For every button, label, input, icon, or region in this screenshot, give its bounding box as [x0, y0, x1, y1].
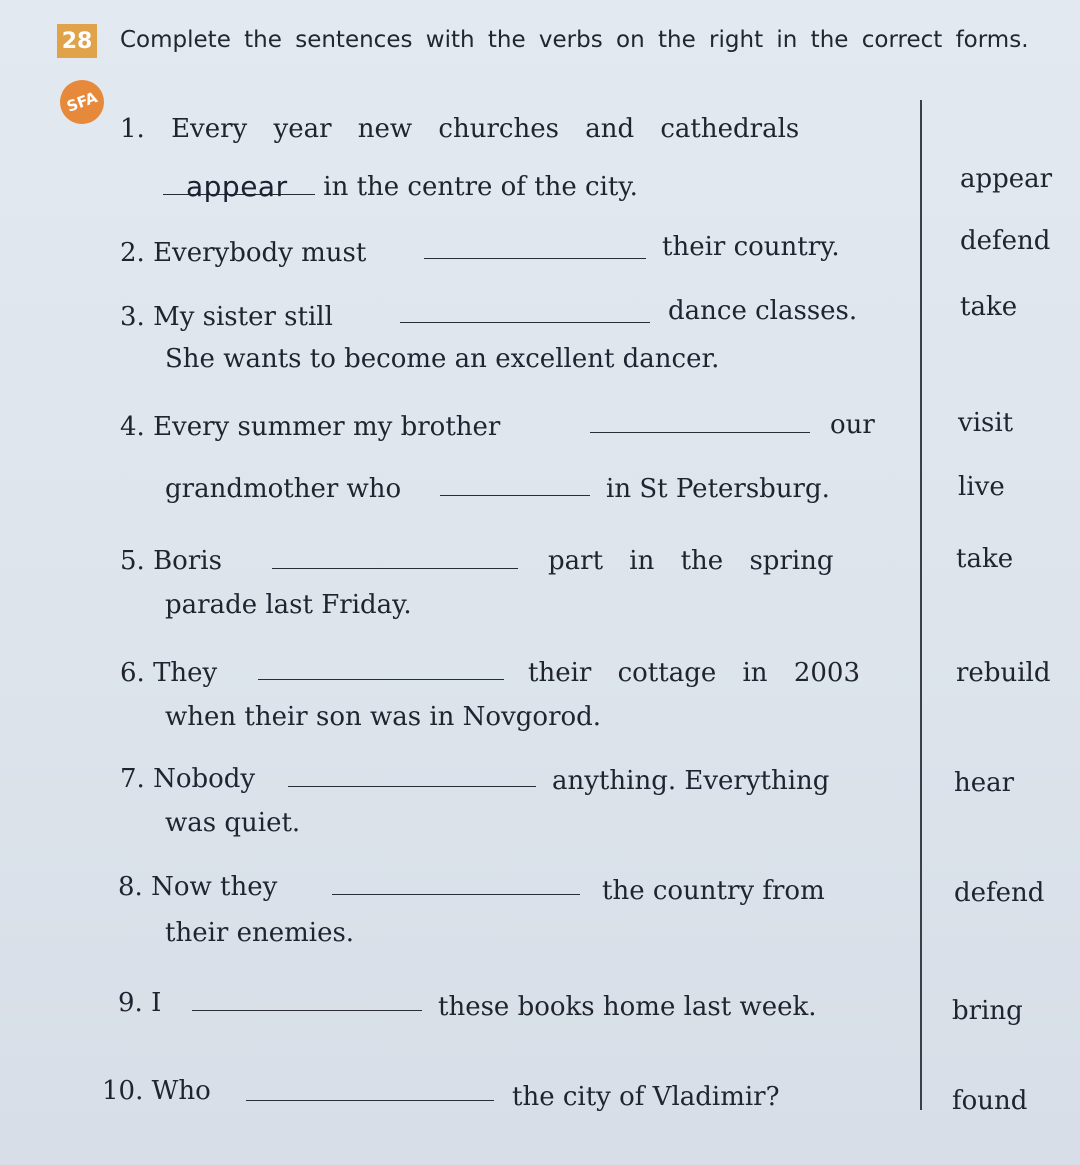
verb-take-2: take [956, 544, 1014, 574]
sentence-7-line-1: 7. Nobody [120, 764, 256, 794]
sentence-9-end: these books home last week. [438, 992, 817, 1022]
sentence-2-end: their country. [662, 232, 840, 262]
verb-visit: visit [958, 408, 1014, 438]
sentence-6-line-2: when their son was in Novgorod. [165, 702, 602, 732]
sentence-3-line-2: She wants to become an excellent dancer. [165, 344, 720, 374]
sentence-5-line-1: 5. Boris [120, 546, 222, 576]
sentence-7-line-2: was quiet. [165, 808, 301, 838]
answer-blank[interactable] [400, 300, 650, 323]
sentence-4-line-1: 4. Every summer my brother [120, 412, 501, 442]
answer-blank[interactable] [332, 872, 580, 895]
answer-blank[interactable] [440, 473, 590, 496]
sentence-8-end: the country from [602, 876, 825, 906]
verb-found: found [952, 1086, 1028, 1116]
sentence-1-line-2: in the centre of the city. [163, 170, 638, 204]
sentence-6-line-1: 6. They [120, 658, 218, 688]
verb-defend: defend [960, 226, 1051, 256]
answer-blank[interactable] [192, 988, 422, 1011]
verb-appear: appear [960, 164, 1053, 194]
answer-blank[interactable] [258, 657, 504, 680]
verb-take: take [960, 292, 1018, 322]
sentence-7-end: anything. Everything [552, 766, 830, 796]
sentence-10-end: the city of Vladimir? [512, 1082, 780, 1112]
sfa-badge-icon: SFA [54, 74, 110, 130]
sentence-4-end-2: in St Petersburg. [606, 474, 830, 504]
instruction-text: Complete the sentences with the verbs on the right in the correct forms. [120, 27, 1029, 53]
exercise-number: 28 [57, 24, 97, 58]
verb-live: live [958, 472, 1005, 502]
sentence-9-line-1: 9. I [118, 988, 162, 1018]
answer-blank[interactable] [424, 236, 646, 259]
column-divider [920, 100, 922, 1110]
verb-rebuild: rebuild [956, 658, 1051, 688]
handwritten-answer: appear [186, 170, 288, 203]
sentence-3-end: dance classes. [668, 296, 858, 326]
verb-bring: bring [952, 996, 1023, 1026]
sentence-number: 1. [120, 114, 145, 144]
answer-blank[interactable] [590, 410, 810, 433]
sentence-10-line-1: 10. Who [102, 1076, 211, 1106]
answer-blank[interactable] [272, 546, 518, 569]
verb-hear: hear [954, 768, 1015, 798]
sentence-3-line-1: 3. My sister still [120, 302, 333, 332]
sentence-4-end: our [830, 410, 875, 440]
answer-blank[interactable] [246, 1078, 494, 1101]
sentence-6-end: their cottage in 2003 [528, 658, 860, 688]
verb-defend-2: defend [954, 878, 1045, 908]
sentence-4-line-2: grandmother who [165, 474, 402, 504]
sentence-8-line-1: 8. Now they [118, 872, 278, 902]
sentence-2-line-1: 2. Everybody must [120, 238, 367, 268]
sentence-5-line-2: parade last Friday. [165, 590, 412, 620]
sentence-5-end: part in the spring [548, 546, 834, 576]
answer-blank[interactable] [288, 764, 536, 787]
sentence-8-line-2: their enemies. [165, 918, 355, 948]
sentence-1-line-1: 1. Every year new churches and cathedrals [120, 114, 800, 144]
